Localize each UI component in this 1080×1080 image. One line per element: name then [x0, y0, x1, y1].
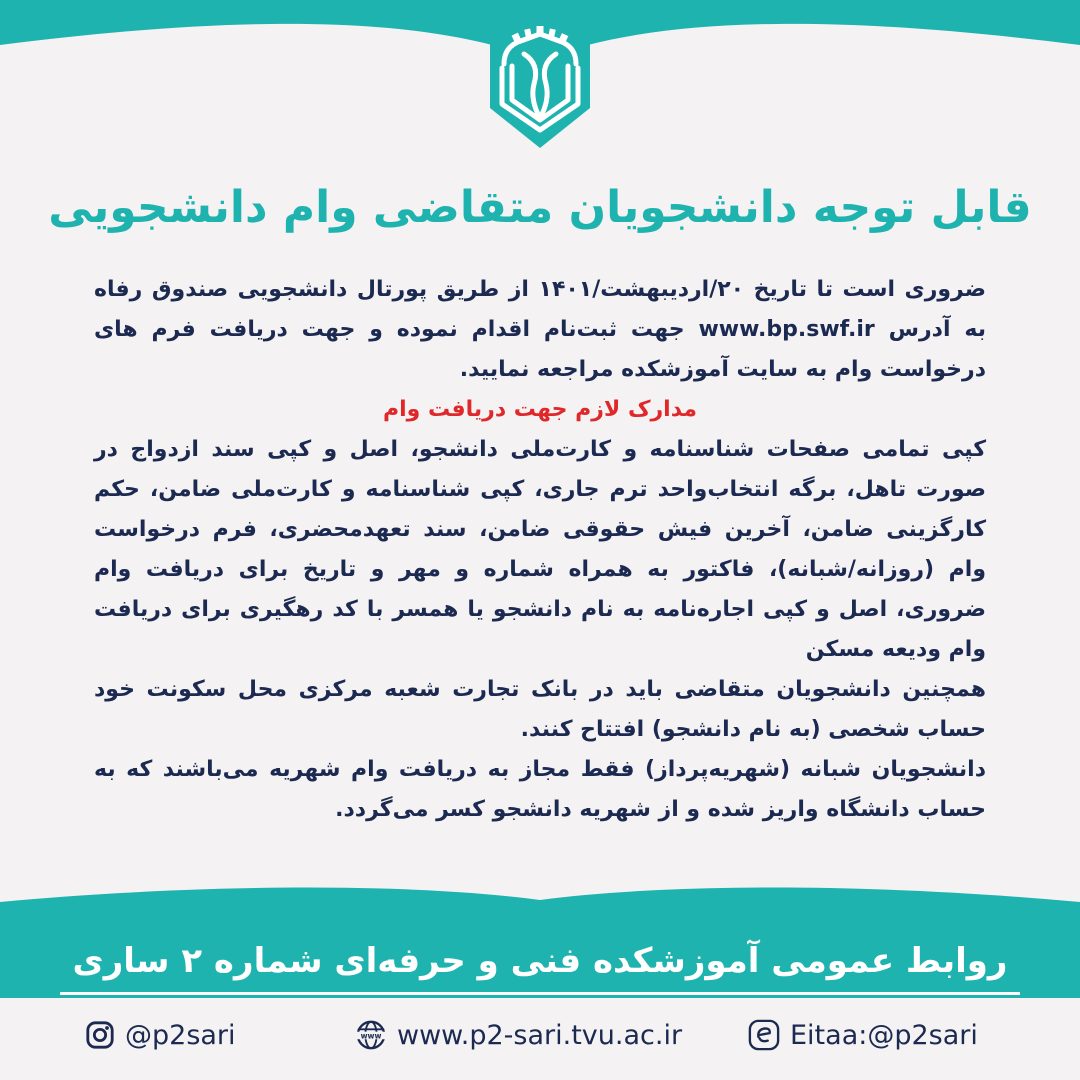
website-contact[interactable] [355, 1010, 682, 1060]
registration-paragraph [94, 270, 986, 390]
website-url: www.p2-sari.tvu.ac.ir [397, 1019, 683, 1051]
tuition-paragraph: دانشجویان شبانه (شهریه‌پرداز) فقط مجاز به دریافت وام شهریه می‌باشند که به حساب دانشگاه واریز شده و از شهریه دانشجو کسر می‌گردد. [94, 757, 986, 822]
documents-heading: مدارک لازم جهت دریافت وام [382, 397, 698, 422]
tvu-book-gear-logo-icon [488, 20, 592, 152]
contacts-bar [0, 1010, 1080, 1060]
portal-url: www.bp.swf.ir [698, 317, 875, 342]
documents-paragraph: کپی تمامی صفحات شناسنامه و کارت‌ملی دانشجو، اصل و کپی سند ازدواج در صورت تاهل، برگه انتخاب‌واحد ترم جاری، کپی شناسنامه و کارت‌ملی ضامن، حکم کارگزینی ضامن، آخرین فیش حقوقی ضامن، سند تعهدمحضری، فرم درخواست وام (روزانه/شبانه)، فاکتور به همراه شماره و مهر و تاریخ برای دریافت وام ضروری، اصل و کپی اجاره‌نامه به نام دانشجو یا همسر با کد رهگیری برای دریافت وام ودیعه مسکن [94, 437, 986, 662]
eitaa-handle: Eitaa:@p2sari [790, 1019, 978, 1051]
svg-text:www: www [360, 1031, 382, 1041]
page-title: قابل توجه دانشجویان متقاضی وام دانشجویی [48, 182, 1032, 233]
bank-paragraph: همچنین دانشجویان متقاضی باید در بانک تجارت شعبه مرکزی محل سکونت خود حساب شخصی (به نام دانشجو) افتتاح کنند. [94, 677, 986, 742]
instagram-icon [85, 1020, 115, 1050]
instagram-handle: @p2sari [125, 1019, 236, 1051]
eitaa-contact[interactable] [748, 1010, 978, 1060]
eitaa-icon [748, 1019, 780, 1051]
instagram-contact[interactable] [85, 1010, 236, 1060]
intro-text-continued: جهت ثبت‌نام اقدام نموده و جهت دریافت فرم های درخواست وام به سایت آموزشکده مراجعه نمایید. [94, 317, 986, 382]
globe-www-icon [355, 1019, 387, 1051]
footer-title: روابط عمومی آموزشکده فنی و حرفه‌ای شماره ۲ ساری [72, 941, 1008, 981]
intro-text: ضروری است تا تاریخ ۲۰/اردیبهشت/۱۴۰۱ از طریق پورتال دانشجویی صندوق رفاه به آدرس [94, 277, 986, 342]
announcement-body [94, 270, 986, 830]
